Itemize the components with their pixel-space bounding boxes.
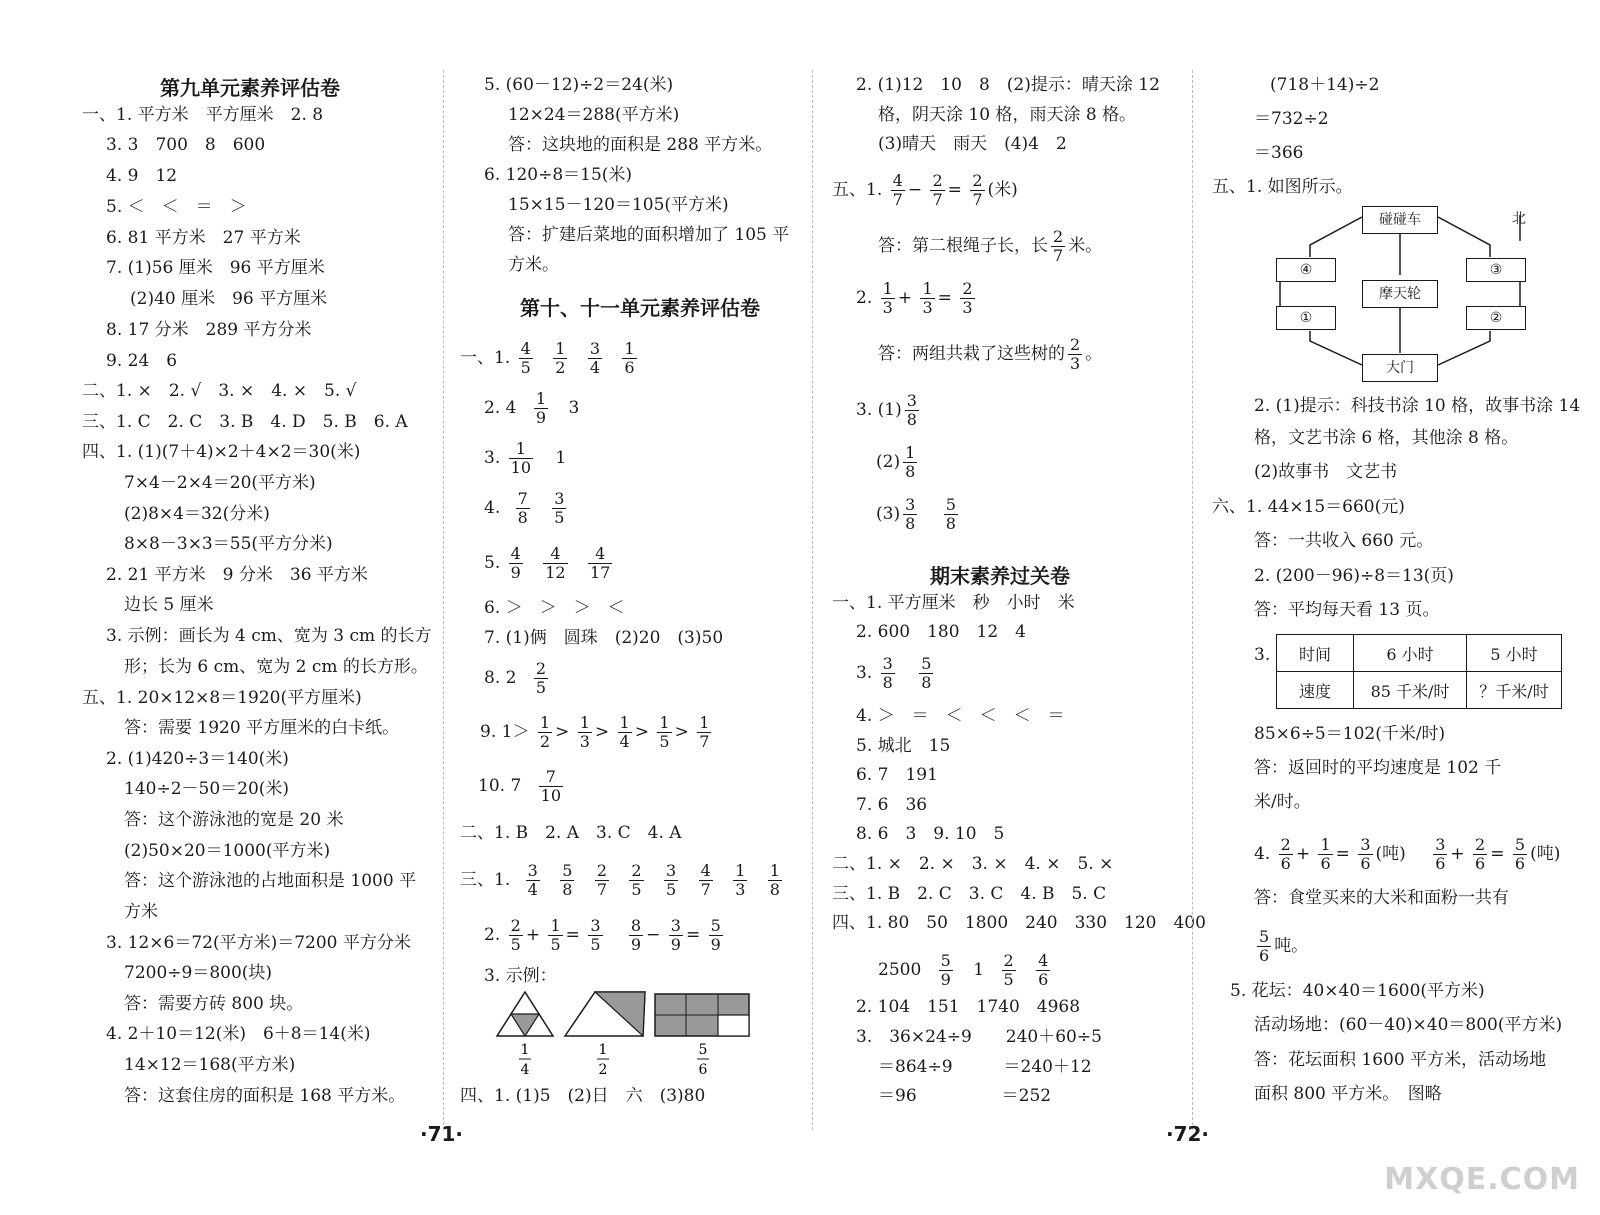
fraction: $\frac{5}{9}$ <box>940 951 951 989</box>
unit: 米。 <box>1068 236 1103 256</box>
operator: + <box>897 288 913 308</box>
answer-line: 3. 示例：画长为 4 cm、宽为 3 cm 的长方 <box>106 626 432 646</box>
table-cell: 5 小时 <box>1467 635 1562 672</box>
answer-line: 二、1. × 2. × 3. × 4. × 5. × <box>832 854 1114 874</box>
answer-line: 7×4－2×4＝20(平方米) <box>124 473 316 493</box>
fraction: $\frac{4}{7}$ <box>892 171 903 209</box>
q-label: 3. (1) <box>856 400 902 420</box>
answer-line: 答：这个游泳池的宽是 20 米 <box>124 810 344 830</box>
fraction: $\frac{1}{8}$ <box>905 443 916 481</box>
answer-line: 3. 示例： <box>484 966 557 986</box>
fraction: $\frac{1}{7}$ <box>699 713 710 751</box>
table-cell: 6 小时 <box>1354 635 1467 672</box>
fraction-answer-line <box>878 952 1053 989</box>
answer-line: 答：这套住房的面积是 168 平方米。 <box>124 1086 406 1106</box>
fraction: $\frac{3}{8}$ <box>906 391 917 429</box>
answer-line: 15×15－120＝105(平方米) <box>508 195 729 215</box>
table-cell: 速度 <box>1277 672 1354 709</box>
fraction-answer-line <box>480 714 714 751</box>
fraction: $\frac{1}{3}$ <box>882 279 893 317</box>
answer-line: 答：返回时的平均速度是 102 千 <box>1254 758 1502 778</box>
svg-text:2: 2 <box>598 1062 608 1078</box>
answer-line: 边长 5 厘米 <box>124 595 214 615</box>
fraction: $\frac{1}{2}$ <box>555 339 566 377</box>
fraction-equation-line <box>1254 836 1560 873</box>
q-label: 3. <box>856 663 873 683</box>
table-row <box>1277 635 1562 672</box>
fraction-answer-line <box>484 440 566 477</box>
operator: = <box>1335 844 1350 864</box>
q-label: (2) <box>876 452 901 472</box>
operator: = <box>685 925 701 945</box>
fraction-answer-line <box>484 545 615 582</box>
svg-text:6: 6 <box>698 1062 708 1078</box>
answer-line: 6. 81 平方米 27 平方米 <box>106 228 301 248</box>
operator: = <box>565 925 580 945</box>
table-cell: ？千米/时 <box>1467 672 1562 709</box>
fraction: $\frac{2}{7}$ <box>1053 227 1064 265</box>
answer-line: (2)8×4＝32(分米) <box>124 504 270 524</box>
fraction-equation-line <box>856 280 978 317</box>
fraction: $\frac{5}{8}$ <box>562 861 573 899</box>
answer-line: (2)40 厘米 96 平方厘米 <box>130 289 328 309</box>
answer-line: 4. ＞ ＝ ＜ ＜ ＜ ＝ <box>856 706 1065 726</box>
fraction: $\frac{4}{7}$ <box>700 861 711 899</box>
fraction: $\frac{5}{8}$ <box>945 495 956 533</box>
answer-line: 米/时。 <box>1254 792 1311 812</box>
answer-line: 活动场地：(60－40)×40＝800(平方米) <box>1254 1015 1563 1035</box>
answer-line: 三、1. C 2. C 3. B 4. D 5. B 6. A <box>82 412 408 432</box>
answer-text: 答：两组共栽了这些树的 <box>878 344 1065 364</box>
q-label: 8. 2 <box>484 668 517 688</box>
answer-line: 格，阴天涂 10 格，雨天涂 8 格。 <box>878 105 1137 125</box>
figure-captions <box>519 1042 709 1078</box>
fraction: $\frac{5}{8}$ <box>921 654 932 692</box>
answer-line: 8. 17 分米 289 平方分米 <box>106 320 312 340</box>
unit: 。 <box>1085 344 1103 364</box>
q-label: 2. <box>484 925 501 945</box>
unit: 吨。 <box>1274 936 1309 956</box>
q-label: 4. <box>484 498 501 518</box>
q-label: 2. 4 <box>484 398 517 418</box>
answer-line: 5. ＜ ＜ ＝ ＞ <box>106 197 247 217</box>
unit: (吨) <box>1375 844 1406 864</box>
answer-line: (2)50×20＝1000(平方米) <box>124 841 331 861</box>
operator: + <box>525 925 541 945</box>
fraction: $\frac{3}{5}$ <box>666 861 677 899</box>
fraction: $\frac{3}{4}$ <box>527 861 538 899</box>
fraction: $\frac{8}{9}$ <box>630 916 642 954</box>
q-label: 一、1. <box>460 348 511 368</box>
answer-line: 答：需要 1920 平方厘米的白卡纸。 <box>124 718 400 738</box>
answer-line: 4. 2＋10＝12(米) 6＋8＝14(米) <box>106 1024 371 1044</box>
fraction-answer-line <box>876 444 920 481</box>
fraction: $\frac{2}{5}$ <box>631 861 642 899</box>
svg-text:1: 1 <box>520 1042 530 1058</box>
value: 2500 <box>878 960 922 980</box>
answer-line: 答：这块地的面积是 288 平方米。 <box>508 135 773 155</box>
answer-line: 一、1. 平方厘米 秒 小时 米 <box>832 593 1075 613</box>
map-slot-3-box: ③ <box>1466 258 1526 282</box>
parallelogram-half-figure <box>565 992 645 1036</box>
answer-line: 2. 104 151 1740 4968 <box>856 997 1081 1017</box>
q-label: 五、1. <box>832 180 883 200</box>
fraction: $\frac{7}{8}$ <box>517 489 528 527</box>
answer-line: 答：食堂买来的大米和面粉一共有 <box>1254 888 1509 908</box>
fraction-answer-line <box>484 390 579 427</box>
fraction-answer-line <box>478 768 566 805</box>
answer-line: 形；长为 6 cm、宽为 2 cm 的长方形。 <box>124 657 428 677</box>
fraction: $\frac{1}{6}$ <box>1320 835 1331 873</box>
answer-line: 2. (200－96)÷8＝13(页) <box>1254 566 1454 586</box>
section-title-unit9: 第九单元素养评估卷 <box>160 76 340 100</box>
answer-line: 5. 城北 15 <box>856 736 951 756</box>
fraction: $\frac{1}{4}$ <box>619 713 630 751</box>
answer-line: 答：这个游泳池的占地面积是 1000 平 <box>124 871 417 891</box>
fraction: $\frac{3}{5}$ <box>590 916 601 954</box>
q-label: 2. <box>856 288 873 308</box>
answer-line: 3. 3 700 8 600 <box>106 135 266 155</box>
answer-line: 7. (1)56 厘米 96 平方厘米 <box>106 258 325 278</box>
answer-line: 12×24＝288(平方米) <box>508 105 680 125</box>
table-cell: 时间 <box>1277 635 1354 672</box>
site-watermark: MXQE.COM <box>1384 1162 1580 1197</box>
fraction: $\frac{3}{6}$ <box>1360 835 1371 873</box>
map-bumper-cars-box: 碰碰车 <box>1362 206 1438 234</box>
fraction: $\frac{3}{6}$ <box>1435 835 1446 873</box>
fraction-equation-line <box>832 172 1018 209</box>
page-number-right: ·72· <box>1166 1122 1210 1146</box>
operator: = <box>947 180 962 200</box>
column-divider <box>1192 70 1193 1130</box>
q-label: 9. 1＞ <box>480 722 530 742</box>
answer-line: 方米 <box>124 902 158 922</box>
answer-line: ＝864÷9 ＝240＋12 <box>878 1057 1092 1077</box>
answer-line: 2. (1)提示：科技书涂 10 格，故事书涂 14 <box>1254 396 1581 416</box>
answer-line: 3. 36×24÷9 240＋60÷5 <box>856 1027 1102 1047</box>
fraction: $\frac{1}{3}$ <box>579 713 590 751</box>
fraction: $\frac{3}{9}$ <box>670 916 681 954</box>
answer-line: (3)晴天 雨天 (4)4 2 <box>878 134 1067 154</box>
fraction-equation-line <box>484 917 726 954</box>
q-label: 3. <box>1254 645 1271 665</box>
answer-line: 85×6÷5＝102(千米/时) <box>1254 724 1446 744</box>
answer-line: 格，文艺书涂 6 格，其他涂 8 格。 <box>1254 428 1519 448</box>
answer-line: 7. (1)俩 圆珠 (2)20 (3)50 <box>484 628 724 648</box>
map-ferris-wheel-box: 摩天轮 <box>1362 280 1438 308</box>
fraction-answer-line <box>876 496 961 533</box>
fraction: $\frac{4}{9}$ <box>510 544 521 582</box>
unit: (吨) <box>1530 844 1561 864</box>
answer-line: 三、1. B 2. C 3. C 4. B 5. C <box>832 884 1107 904</box>
answer-line: 140÷2－50＝20(米) <box>124 779 290 799</box>
fraction-answer-line <box>460 862 785 899</box>
fraction-answer-line <box>856 655 936 692</box>
unit: (米) <box>987 180 1018 200</box>
table-row <box>1277 672 1562 709</box>
q-label: 3. <box>484 448 501 468</box>
answer-line: 2. (1)420÷3＝140(米) <box>106 749 289 769</box>
fraction: $\frac{1}{3}$ <box>735 861 746 899</box>
q-label: 5. <box>484 553 501 573</box>
answer-line: 答：花坛面积 1600 平方米，活动场地 <box>1254 1050 1547 1070</box>
table-cell: 85 千米/时 <box>1354 672 1467 709</box>
answer-line: 答：平均每天看 13 页。 <box>1254 600 1440 620</box>
svg-text:1: 1 <box>598 1042 608 1058</box>
page-number-left: ·71· <box>420 1122 464 1146</box>
answer-line: 答：扩建后菜地的面积增加了 105 平 <box>508 225 790 245</box>
fraction: $\frac{5}{6}$ <box>1514 835 1526 873</box>
answer-line: 4. 9 12 <box>106 166 178 186</box>
fraction-answer-line <box>878 228 1102 265</box>
answer-line: 四、1. 80 50 1800 240 330 120 400 <box>832 913 1206 933</box>
answer-line: 2. 600 180 12 4 <box>856 622 1026 642</box>
answer-line: 二、1. × 2. √ 3. × 4. × 5. √ <box>82 381 357 401</box>
answer-line: 2. (1)12 10 8 (2)提示：晴天涂 12 <box>856 75 1160 95</box>
answer-line: 6. 120÷8＝15(米) <box>484 165 633 185</box>
q-label: 4. <box>1254 844 1271 864</box>
fraction: $\frac{1}{10}$ <box>510 439 531 477</box>
answer-line: 8. 6 3 9. 10 5 <box>856 824 1005 844</box>
answer-line: 14×12＝168(平方米) <box>124 1055 296 1075</box>
answer-line: 2. 21 平方米 9 分米 36 平方米 <box>106 565 368 585</box>
fraction: $\frac{1}{3}$ <box>922 279 933 317</box>
answer-line: 四、1. (1)(7＋4)×2＋4×2＝30(米) <box>82 442 361 462</box>
operator: > <box>634 722 649 742</box>
answer-line: 五、1. 20×12×8＝1920(平方厘米) <box>82 688 362 708</box>
fraction: $\frac{1}{2}$ <box>539 713 551 751</box>
section-title-unit10-11: 第十、十一单元素养评估卷 <box>520 296 760 320</box>
value: 3 <box>568 398 580 418</box>
fraction: $\frac{2}{6}$ <box>1280 835 1291 873</box>
triangle-one-quarter-figure <box>497 992 553 1036</box>
answer-line: 7200÷9＝800(块) <box>124 963 273 983</box>
fraction: $\frac{2}{3}$ <box>962 279 973 317</box>
fraction-answer-line <box>878 336 1102 373</box>
fraction: $\frac{5}{6}$ <box>1259 927 1270 965</box>
operator: + <box>1295 844 1311 864</box>
fraction: $\frac{4}{17}$ <box>590 544 611 582</box>
answer-line: (718＋14)÷2 <box>1270 75 1380 95</box>
grid-five-sixths-figure <box>655 994 749 1036</box>
fraction: $\frac{1}{6}$ <box>624 339 635 377</box>
fraction: $\frac{1}{5}$ <box>659 713 670 751</box>
map-slot-1-box: ① <box>1276 306 1336 330</box>
column-divider <box>443 70 444 1130</box>
answer-line: 答：需要方砖 800 块。 <box>124 994 304 1014</box>
answer-line: 8×8－3×3＝55(平方分米) <box>124 534 333 554</box>
fraction: $\frac{3}{8}$ <box>882 654 893 692</box>
q-label: 10. 7 <box>478 776 522 796</box>
fraction: $\frac{4}{5}$ <box>520 339 531 377</box>
fraction-answer-line <box>856 392 922 429</box>
operator: = <box>937 288 952 308</box>
answer-line: ＝96 ＝252 <box>878 1086 1052 1106</box>
operator: > <box>555 722 570 742</box>
answer-line: 5. 花坛：40×40＝1600(平方米) <box>1230 981 1485 1001</box>
answer-line: 六、1. 44×15＝660(元) <box>1212 497 1405 517</box>
fraction: $\frac{2}{7}$ <box>932 171 943 209</box>
fraction-answer-line <box>460 340 640 377</box>
operator: > <box>594 722 610 742</box>
map-slot-4-box: ④ <box>1276 258 1336 282</box>
fraction-shading-diagrams <box>495 990 760 1080</box>
fraction: $\frac{3}{4}$ <box>589 339 601 377</box>
answer-text: 答：第二根绳子长，长 <box>878 236 1048 256</box>
answer-line: 5. (60－12)÷2＝24(米) <box>484 75 674 95</box>
svg-text:5: 5 <box>698 1042 708 1058</box>
map-main-gate-box: 大门 <box>1362 354 1438 382</box>
map-slot-2-box: ② <box>1466 306 1526 330</box>
answer-line: 答：一共收入 660 元。 <box>1254 531 1434 551</box>
answer-line: 3. 12×6＝72(平方米)＝7200 平方分米 <box>106 933 411 953</box>
answer-line: 面积 800 平方米。 图略 <box>1254 1084 1442 1104</box>
fraction: $\frac{2}{7}$ <box>596 861 608 899</box>
column-divider <box>812 70 813 1130</box>
answer-line: ＝732÷2 <box>1254 109 1329 129</box>
fraction: $\frac{4}{12}$ <box>545 544 566 582</box>
answer-line: 7. 6 36 <box>856 795 928 815</box>
speed-time-table <box>1276 634 1562 709</box>
fraction: $\frac{1}{8}$ <box>769 861 780 899</box>
q-label: 三、1. <box>460 870 511 890</box>
fraction: $\frac{2}{3}$ <box>1070 335 1081 373</box>
operator: = <box>1490 844 1505 864</box>
operator: − <box>646 925 661 945</box>
fraction: $\frac{3}{8}$ <box>905 495 916 533</box>
fraction: $\frac{1}{9}$ <box>535 389 547 427</box>
fraction: $\frac{1}{5}$ <box>550 916 561 954</box>
section-title-final: 期末素养过关卷 <box>930 564 1070 588</box>
north-arrow-label: 北 <box>1512 211 1526 227</box>
fraction: $\frac{7}{10}$ <box>540 767 562 805</box>
fraction: $\frac{2}{7}$ <box>972 171 983 209</box>
fraction-answer-line <box>484 660 551 697</box>
operator: − <box>907 180 923 200</box>
answer-line: ＝366 <box>1254 143 1304 163</box>
operator: > <box>674 722 689 742</box>
fraction: $\frac{5}{9}$ <box>710 916 721 954</box>
answer-line: 二、1. B 2. A 3. C 4. A <box>460 823 682 843</box>
answer-line: 6. 7 191 <box>856 765 938 785</box>
answer-line: 方米。 <box>508 255 559 275</box>
answer-line: 一、1. 平方米 平方厘米 2. 8 <box>82 105 324 125</box>
answer-line: 9. 24 6 <box>106 351 178 371</box>
answer-line: 五、1. 如图所示。 <box>1212 177 1353 197</box>
fraction: $\frac{4}{6}$ <box>1038 951 1049 989</box>
value: 1 <box>555 448 567 468</box>
answer-line: 四、1. (1)5 (2)日 六 (3)80 <box>460 1086 706 1106</box>
fraction-answer-line <box>1254 928 1308 965</box>
answer-line: 6. ＞ ＞ ＞ ＜ <box>484 598 625 618</box>
fraction-answer-line <box>484 490 569 527</box>
fraction: $\frac{3}{5}$ <box>554 489 565 527</box>
operator: + <box>1450 844 1465 864</box>
fraction: $\frac{2}{5}$ <box>535 659 547 697</box>
answer-line: (2)故事书 文艺书 <box>1254 462 1398 482</box>
fraction: $\frac{2}{5}$ <box>1003 951 1014 989</box>
fraction: $\frac{2}{5}$ <box>510 916 521 954</box>
fraction: $\frac{2}{6}$ <box>1475 835 1486 873</box>
value: 1 <box>973 960 985 980</box>
q-label: (3) <box>876 504 901 524</box>
svg-text:4: 4 <box>520 1062 530 1078</box>
